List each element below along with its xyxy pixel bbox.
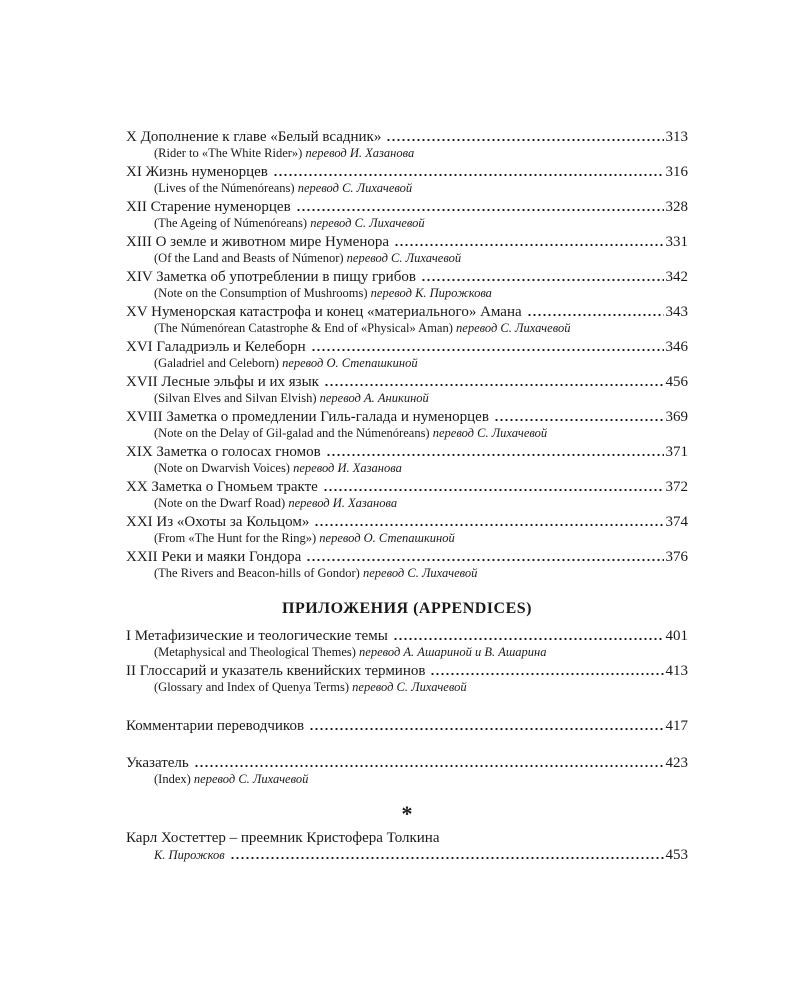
entry-subtitle (126, 146, 688, 160)
entry-subtitle (126, 645, 688, 659)
entry-subtitle (126, 496, 688, 510)
entry-line[interactable] (126, 304, 688, 321)
entry-subtitle (126, 772, 688, 786)
toc-entry[interactable] (126, 164, 688, 195)
original-title: (The Rivers and Beacon-hills of Gondor) (154, 566, 360, 580)
toc-entry[interactable] (126, 269, 688, 300)
translator: перевод С. Лихачевой (193, 772, 309, 786)
toc-entry[interactable] (126, 374, 688, 405)
entry-subtitle (126, 531, 688, 545)
entry-line[interactable] (126, 663, 688, 680)
translator: перевод А. Аникиной (319, 391, 429, 405)
leader-dots (494, 409, 664, 421)
entry-title: Указатель (126, 755, 189, 771)
leader-dots (314, 514, 663, 526)
original-title: (Note on the Delay of Gil-galad and the Númenóreans) (154, 426, 430, 440)
original-title: (Note on the Dwarf Road) (154, 496, 286, 510)
toc-entry[interactable] (126, 549, 688, 580)
toc-entry[interactable] (126, 514, 688, 545)
entry-line[interactable] (126, 409, 688, 426)
leader-dots (430, 663, 663, 675)
leader-dots (324, 374, 664, 386)
entry-subtitle (126, 426, 688, 440)
entry-subtitle (126, 181, 688, 195)
translator: перевод И. Хазанова (305, 146, 415, 160)
section-separator: * (401, 801, 413, 826)
leader-dots (323, 479, 664, 491)
translator: перевод С. Лихачевой (310, 216, 425, 230)
leader-dots (309, 718, 663, 730)
translator: перевод С. Лихачевой (297, 181, 413, 195)
toc-entry[interactable] (126, 339, 688, 370)
original-title: (Metaphysical and Theological Themes) (154, 645, 356, 659)
translator: перевод И. Хазанова (293, 461, 402, 475)
appendices-heading: ПРИЛОЖЕНИЯ (APPENDICES) (282, 600, 532, 617)
chapter-list (126, 129, 688, 580)
page-number: 346 (665, 339, 688, 355)
entry-title: XIII О земле и животном мире Нуменора (126, 234, 390, 250)
original-title: (The Númenórean Catastrophe & End of «Physical» Aman) (154, 321, 453, 335)
original-title: (Rider to «The White Rider») (154, 146, 303, 160)
entry-subtitle (126, 321, 688, 335)
page-number: 371 (665, 444, 688, 460)
page-number: 401 (665, 628, 688, 644)
page-number: 328 (665, 199, 688, 215)
toc-entry[interactable] (126, 628, 688, 659)
translator: перевод О. Степашкиной (319, 531, 455, 545)
entry-title: Комментарии переводчиков (126, 718, 305, 734)
entry-subtitle (126, 251, 688, 265)
entry-line[interactable] (126, 374, 688, 391)
original-title: (Index) (154, 772, 191, 786)
original-title: (Silvan Elves and Silvan Elvish) (154, 391, 317, 405)
original-title: (Note on Dwarvish Voices) (154, 461, 290, 475)
entry-title: I Метафизические и теологические темы (126, 628, 388, 644)
page-number: 343 (665, 304, 688, 320)
toc-entry[interactable] (126, 409, 688, 440)
translator: перевод С. Лихачевой (432, 426, 548, 440)
entry-subtitle (126, 461, 688, 475)
entry-subtitle (126, 566, 688, 580)
leader-dots (386, 129, 663, 141)
appendix-list (126, 628, 688, 694)
page-number: 316 (665, 164, 688, 180)
entry-subtitle (126, 286, 688, 300)
entry-title: XVIII Заметка о промедлении Гиль-галада и нуменорцев (126, 409, 489, 425)
page-number: 369 (665, 409, 688, 425)
page-number: 376 (665, 549, 688, 565)
leader-dots (194, 755, 664, 767)
translator: перевод И. Хазанова (288, 496, 398, 510)
entry-line[interactable] (126, 479, 688, 496)
page-number: 374 (665, 514, 688, 530)
leader-dots (311, 339, 664, 351)
index-entry[interactable] (126, 755, 688, 772)
entry-line[interactable] (126, 199, 688, 216)
entry-title: XXI Из «Охоты за Кольцом» (126, 514, 310, 530)
original-title: (Lives of the Númenóreans) (154, 181, 295, 195)
toc-entry[interactable] (126, 479, 688, 510)
entry-title: XV Нуменорская катастрофа и конец «материального» Амана (126, 304, 522, 320)
entry-line[interactable] (126, 549, 688, 566)
essay-entry[interactable] (126, 847, 688, 864)
leader-dots (296, 199, 664, 211)
translator: перевод А. Ашариной и В. Ашарина (359, 645, 547, 659)
entry-line[interactable] (126, 234, 688, 251)
entry-title: XVII Лесные эльфы и их язык (126, 374, 319, 390)
entry-subtitle (126, 680, 688, 694)
translator: перевод К. Пирожкова (370, 286, 492, 300)
entry-line[interactable] (126, 269, 688, 286)
entry-line[interactable] (126, 444, 688, 461)
commentary-entry[interactable] (126, 718, 688, 735)
entry-line[interactable] (126, 514, 688, 531)
leader-dots (230, 847, 664, 859)
essay-title[interactable]: Карл Хостеттер – преемник Кристофера Толкина (126, 830, 440, 846)
page-number: 372 (665, 479, 688, 495)
leader-dots (326, 444, 664, 456)
entry-subtitle (126, 356, 688, 370)
entry-subtitle (126, 216, 688, 230)
translator: перевод О. Степашкиной (282, 356, 418, 370)
leader-dots (393, 628, 664, 640)
toc-entry[interactable] (126, 304, 688, 335)
translator: перевод С. Лихачевой (352, 680, 467, 694)
original-title: (From «The Hunt for the Ring») (154, 531, 317, 545)
original-title: (Glossary and Index of Quenya Terms) (154, 680, 350, 694)
page-number: 453 (665, 847, 688, 863)
translator: перевод С. Лихачевой (362, 566, 478, 580)
entry-line[interactable] (126, 164, 688, 181)
entry-title: XII Старение нуменорцев (126, 199, 291, 215)
entry-line[interactable] (126, 339, 688, 356)
leader-dots (394, 234, 663, 246)
original-title: (Of the Land and Beasts of Númenor) (154, 251, 344, 265)
translator: перевод С. Лихачевой (346, 251, 462, 265)
page-number: 331 (665, 234, 688, 250)
page-number: 313 (665, 129, 688, 145)
entry-title: XIX Заметка о голосах гномов (126, 444, 321, 460)
toc-entry[interactable] (126, 663, 688, 694)
toc-entry[interactable] (126, 199, 688, 230)
page-number: 423 (665, 755, 688, 771)
entry-subtitle (126, 391, 688, 405)
entry-title: XXII Реки и маяки Гондора (126, 549, 302, 565)
leader-dots (273, 164, 664, 176)
entry-title: XVI Галадриэль и Келеборн (126, 339, 306, 355)
toc-entry[interactable] (126, 444, 688, 475)
page-number: 413 (665, 663, 688, 679)
entry-line[interactable] (126, 628, 688, 645)
toc-column (126, 129, 688, 864)
entry-line[interactable] (126, 129, 688, 146)
page-number: 417 (665, 718, 688, 734)
toc-entry[interactable] (126, 129, 688, 160)
leader-dots (306, 549, 663, 561)
original-title: (Galadriel and Celeborn) (154, 356, 279, 370)
page-number: 342 (665, 269, 688, 285)
entry-title: XI Жизнь нуменорцев (126, 164, 268, 180)
leader-dots (527, 304, 664, 316)
translator: перевод С. Лихачевой (456, 321, 571, 335)
original-title: (The Ageing of Númenóreans) (154, 216, 308, 230)
entry-title: X Дополнение к главе «Белый всадник» (126, 129, 382, 145)
leader-dots (421, 269, 664, 281)
toc-entry[interactable] (126, 234, 688, 265)
original-title: (Note on the Consumption of Mushrooms) (154, 286, 368, 300)
page-number: 456 (665, 374, 688, 390)
entry-title: II Глоссарий и указатель квенийских терминов (126, 663, 426, 679)
entry-title: XX Заметка о Гномьем тракте (126, 479, 318, 495)
essay-author: К. Пирожков (154, 848, 225, 862)
entry-title: XIV Заметка об употреблении в пищу грибов (126, 269, 416, 285)
